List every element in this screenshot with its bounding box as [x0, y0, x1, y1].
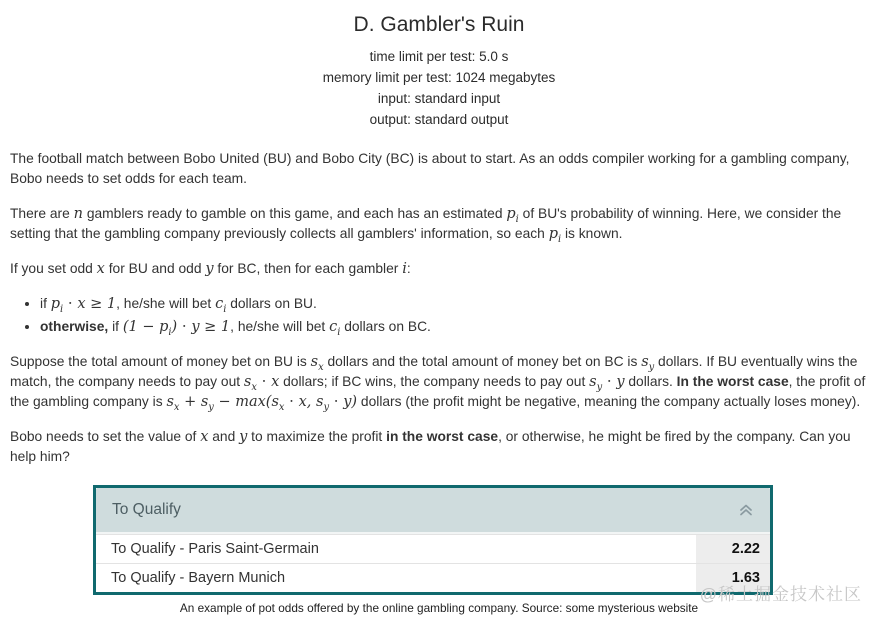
paragraph-odds: If you set odd x for BU and odd y for BC, then for each gambler i: [10, 261, 411, 277]
paragraph-profit: Suppose the total amount of money bet on BU is $s_x$ dollars and the total amount of money bet on BC is $s_y$ dollars. If BU eventually wins the match, the company needs to pay out $s_x \cdot x$ dollars; if BC wins, the company needs to pay out $s_y \cdot y$ dollars. In the worst case, the profit of the gambling company is $s_x + s_y - \max(s_x \cdot x$, $s_y \cdot y$) dollars (the profit might be negative, meaning the company actually loses money). [10, 354, 866, 413]
figure-caption: An example of pot odds offered by the online gambling company. Source: some mysterious website [179, 601, 699, 615]
odds-row-label: To Qualify - Bayern Munich [111, 570, 286, 586]
condition-bet-bu: • if $p_i \cdot x \ge 1$, he/she will bet $c_i$ dollars on BU. [40, 294, 868, 314]
odds-table-figure [93, 485, 773, 595]
memory-limit: memory limit per test: 1024 megabytes [322, 70, 556, 85]
table-row [96, 563, 770, 592]
time-limit: time limit per test: 5.0 s [369, 49, 509, 64]
site-watermark: @稀土掘金技术社区 [699, 585, 862, 604]
table-row [96, 534, 770, 563]
double-chevron-up-icon [738, 502, 754, 518]
input-spec: input: standard input [377, 91, 501, 106]
odds-row-value: 1.63 [696, 564, 770, 592]
problem-header [0, 0, 878, 130]
paragraph-gamblers: There are n gamblers ready to gamble on this game, and each has an estimated $p_i$ of BU's probability of winning. Here, we consider the setting that the gambling company previously collects all gamblers' information, so each $p_i$ is known. [10, 206, 842, 245]
odds-table-header-label: To Qualify [112, 501, 181, 518]
paragraph-task: Bobo needs to set the value of x and y to maximize the profit in the worst case, or otherwise, he might be fired by the company. Can you help him? [10, 429, 851, 464]
odds-row-value: 2.22 [696, 535, 770, 563]
problem-statement [0, 149, 878, 467]
problem-title: D. Gambler's Ruin [353, 13, 525, 36]
odds-row-label: To Qualify - Paris Saint-Germain [111, 541, 319, 557]
output-spec: output: standard output [369, 112, 509, 127]
condition-bet-bc: • otherwise, if $(1 - p_i) \cdot y \ge 1$, he/she will bet $c_i$ dollars on BC. [40, 317, 868, 337]
condition-list [10, 294, 868, 337]
odds-table-header [96, 488, 770, 534]
paragraph-intro: The football match between Bobo United (BU) and Bobo City (BC) is about to start. As an odds compiler working for a gambling company, Bobo needs to set odds for each team. [10, 151, 850, 186]
